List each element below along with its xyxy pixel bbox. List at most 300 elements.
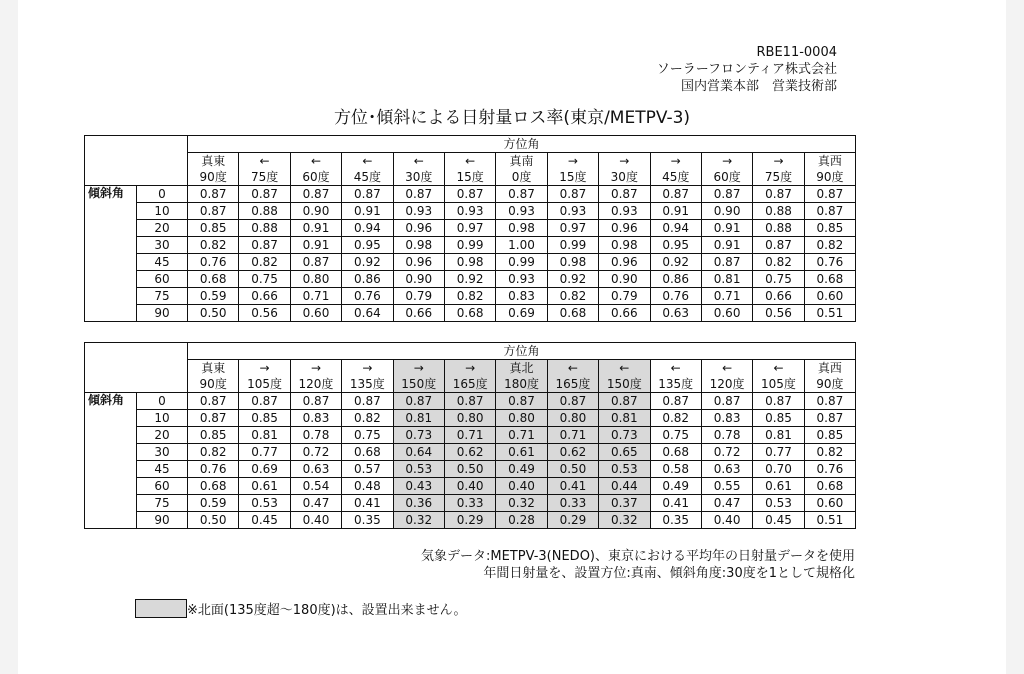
table-cell: 0.98 (393, 237, 444, 254)
column-angle: 90度 (188, 376, 239, 393)
table-cell: 0.87 (290, 393, 341, 410)
table-cell: 0.85 (188, 427, 239, 444)
table-cell: 0.85 (188, 220, 239, 237)
table-cell: 0.40 (290, 512, 341, 529)
table-cell: 0.98 (599, 237, 650, 254)
table-cell: 0.90 (393, 271, 444, 288)
column-direction: 真西 (804, 153, 855, 170)
column-direction: 真南 (496, 153, 547, 170)
table-header-row (85, 136, 856, 153)
column-angle: 105度 (753, 376, 804, 393)
table-cell: 0.78 (290, 427, 341, 444)
table-row (85, 410, 856, 427)
table-cell: 0.33 (547, 495, 598, 512)
table-cell: 0.50 (188, 512, 239, 529)
table-cell: 0.82 (239, 254, 290, 271)
column-direction: → (290, 360, 341, 377)
column-direction: → (444, 360, 495, 377)
table-cell: 0.68 (547, 305, 598, 322)
table-cell: 0.82 (188, 444, 239, 461)
table-cell: 0.97 (547, 220, 598, 237)
table-cell: 0.79 (599, 288, 650, 305)
tilt-value: 90 (137, 512, 188, 529)
company-name: ソーラーフロンティア株式会社 (656, 62, 837, 77)
table-cell: 0.35 (342, 512, 393, 529)
table-cell: 0.51 (804, 512, 855, 529)
table-cell: 0.88 (753, 203, 804, 220)
table-cell: 0.76 (804, 254, 855, 271)
table-cell: 0.80 (290, 271, 341, 288)
table-row (85, 444, 856, 461)
table-cell: 0.76 (342, 288, 393, 305)
table-cell: 0.87 (393, 393, 444, 410)
table-cell: 0.87 (188, 393, 239, 410)
table-cell: 0.87 (188, 186, 239, 203)
table-row (85, 254, 856, 271)
irradiance-table-north (84, 342, 856, 529)
table-cell: 0.75 (239, 271, 290, 288)
column-direction: ← (444, 153, 495, 170)
column-direction: → (650, 153, 701, 170)
tilt-value: 20 (137, 220, 188, 237)
document-id: RBE11-0004 (756, 45, 837, 60)
table-cell: 0.66 (239, 288, 290, 305)
tilt-value: 0 (137, 393, 188, 410)
table-cell: 0.56 (239, 305, 290, 322)
table-row (85, 271, 856, 288)
table-cell: 0.55 (701, 478, 752, 495)
table-cell: 0.87 (342, 393, 393, 410)
table-cell: 0.87 (804, 393, 855, 410)
table-row (85, 305, 856, 322)
column-direction: → (701, 153, 752, 170)
table-row (85, 512, 856, 529)
table-cell: 0.82 (650, 410, 701, 427)
table-cell: 0.76 (188, 461, 239, 478)
table-cell: 0.47 (701, 495, 752, 512)
table-cell: 0.68 (804, 271, 855, 288)
table-cell: 0.36 (393, 495, 444, 512)
table-cell: 0.72 (701, 444, 752, 461)
table-header-row (85, 169, 856, 186)
table-cell: 0.87 (650, 186, 701, 203)
table-cell: 0.88 (239, 220, 290, 237)
table-cell: 0.59 (188, 495, 239, 512)
table-cell: 0.82 (444, 288, 495, 305)
table-cell: 0.41 (547, 478, 598, 495)
table-cell: 0.76 (804, 461, 855, 478)
table-cell: 0.99 (547, 237, 598, 254)
tilt-value: 45 (137, 461, 188, 478)
table-cell: 0.83 (701, 410, 752, 427)
column-angle: 15度 (547, 169, 598, 186)
column-angle: 120度 (701, 376, 752, 393)
table-cell: 0.99 (496, 254, 547, 271)
page-title-wrap (18, 103, 1006, 128)
table-cell: 0.71 (496, 427, 547, 444)
table-cell: 0.50 (444, 461, 495, 478)
table-cell: 0.60 (804, 495, 855, 512)
table-cell: 0.87 (753, 393, 804, 410)
table-cell: 0.96 (599, 220, 650, 237)
document-header (657, 44, 837, 95)
table-cell: 0.61 (753, 478, 804, 495)
column-direction: ← (342, 153, 393, 170)
table-cell: 0.64 (342, 305, 393, 322)
column-direction: ← (599, 360, 650, 377)
table-cell: 0.87 (701, 254, 752, 271)
table-cell: 0.81 (753, 427, 804, 444)
table-cell: 0.87 (444, 186, 495, 203)
column-angle: 45度 (650, 169, 701, 186)
table-cell: 0.87 (496, 393, 547, 410)
column-angle: 30度 (393, 169, 444, 186)
table-cell: 0.43 (393, 478, 444, 495)
column-direction: ← (701, 360, 752, 377)
table-cell: 0.44 (599, 478, 650, 495)
table-row (85, 495, 856, 512)
table-cell: 0.83 (496, 288, 547, 305)
column-angle: 90度 (804, 376, 855, 393)
table-cell: 0.91 (290, 237, 341, 254)
table-cell: 0.87 (239, 237, 290, 254)
table-cell: 0.87 (239, 186, 290, 203)
column-direction: 真北 (496, 360, 547, 377)
table-row (85, 427, 856, 444)
table-cell: 0.32 (496, 495, 547, 512)
table-cell: 0.32 (393, 512, 444, 529)
column-direction: ← (239, 153, 290, 170)
column-angle: 105度 (239, 376, 290, 393)
table-cell: 0.87 (444, 393, 495, 410)
table-cell: 0.93 (444, 203, 495, 220)
tilt-value: 45 (137, 254, 188, 271)
table-cell: 0.85 (753, 410, 804, 427)
table-cell: 0.48 (342, 478, 393, 495)
table-cell: 0.72 (290, 444, 341, 461)
column-angle: 75度 (753, 169, 804, 186)
table-cell: 0.92 (547, 271, 598, 288)
table-cell: 0.73 (393, 427, 444, 444)
table-cell: 0.29 (547, 512, 598, 529)
table-cell: 0.93 (496, 203, 547, 220)
table-cell: 0.98 (444, 254, 495, 271)
table-cell: 0.93 (393, 203, 444, 220)
table-cell: 0.96 (599, 254, 650, 271)
table-cell: 0.75 (753, 271, 804, 288)
row-group-label: 傾斜角 (85, 186, 137, 322)
table-cell: 0.87 (753, 237, 804, 254)
table-header-row (85, 343, 856, 360)
table-cell: 0.87 (804, 203, 855, 220)
table-cell: 0.71 (444, 427, 495, 444)
page-title: 方位･傾斜による日射量ロス率(東京/METPV-3) (333, 108, 691, 128)
table-cell: 0.80 (547, 410, 598, 427)
table-row (85, 237, 856, 254)
table-cell: 0.87 (547, 186, 598, 203)
table-cell: 0.94 (650, 220, 701, 237)
table-cell: 0.95 (342, 237, 393, 254)
table-cell: 0.35 (650, 512, 701, 529)
column-angle: 135度 (650, 376, 701, 393)
table-cell: 0.82 (804, 237, 855, 254)
table-row (85, 288, 856, 305)
legend (135, 599, 466, 618)
tilt-value: 75 (137, 495, 188, 512)
table-cell: 0.93 (496, 271, 547, 288)
tilt-value: 75 (137, 288, 188, 305)
table-cell: 0.87 (290, 254, 341, 271)
table-cell: 0.53 (599, 461, 650, 478)
table-cell: 0.82 (188, 237, 239, 254)
table-cell: 0.96 (393, 220, 444, 237)
table-cell: 0.40 (444, 478, 495, 495)
tilt-value: 0 (137, 186, 188, 203)
table-cell: 0.66 (393, 305, 444, 322)
column-direction: ← (547, 360, 598, 377)
table-cell: 0.56 (753, 305, 804, 322)
table-cell: 0.45 (239, 512, 290, 529)
table-cell: 0.81 (599, 410, 650, 427)
table-cell: 0.68 (804, 478, 855, 495)
table-row (85, 461, 856, 478)
table-cell: 0.88 (239, 203, 290, 220)
table-cell: 0.40 (701, 512, 752, 529)
table-cell: 0.77 (239, 444, 290, 461)
column-angle: 0度 (496, 169, 547, 186)
table-cell: 0.81 (701, 271, 752, 288)
tilt-value: 10 (137, 410, 188, 427)
table-cell: 0.68 (342, 444, 393, 461)
tilt-value: 30 (137, 444, 188, 461)
table-cell: 0.29 (444, 512, 495, 529)
column-angle: 180度 (496, 376, 547, 393)
table-cell: 0.37 (599, 495, 650, 512)
table-cell: 0.85 (804, 220, 855, 237)
table-cell: 0.77 (753, 444, 804, 461)
table-cell: 0.71 (547, 427, 598, 444)
table-cell: 0.53 (393, 461, 444, 478)
tilt-value: 60 (137, 478, 188, 495)
corner-cell (85, 136, 188, 186)
table-cell: 0.91 (650, 203, 701, 220)
table-cell: 0.68 (650, 444, 701, 461)
table-cell: 0.66 (753, 288, 804, 305)
note-line-1: 気象データ:METPV-3(NEDO)、東京における平均年の日射量データを使用 (420, 549, 855, 564)
table-cell: 0.63 (650, 305, 701, 322)
table-cell: 0.82 (753, 254, 804, 271)
table-header-row (85, 153, 856, 170)
table-cell: 0.87 (188, 410, 239, 427)
table-cell: 0.68 (188, 271, 239, 288)
table-cell: 0.87 (188, 203, 239, 220)
column-angle: 165度 (547, 376, 598, 393)
table-cell: 0.81 (239, 427, 290, 444)
table-cell: 0.87 (804, 186, 855, 203)
table-cell: 0.53 (753, 495, 804, 512)
column-angle: 150度 (599, 376, 650, 393)
legend-text: ※北面(135度超～180度)は、設置出来ません。 (187, 603, 467, 618)
column-angle: 90度 (804, 169, 855, 186)
column-angle: 75度 (239, 169, 290, 186)
table-cell: 0.82 (804, 444, 855, 461)
table-cell: 0.91 (290, 220, 341, 237)
table-cell: 0.91 (701, 237, 752, 254)
table-cell: 0.69 (496, 305, 547, 322)
column-direction: → (547, 153, 598, 170)
table-row (85, 393, 856, 410)
irradiance-table-south (84, 135, 856, 322)
table-cell: 0.60 (290, 305, 341, 322)
table-cell: 0.71 (290, 288, 341, 305)
table-cell: 0.90 (599, 271, 650, 288)
table-cell: 0.76 (188, 254, 239, 271)
column-direction: ← (650, 360, 701, 377)
table-cell: 0.87 (804, 410, 855, 427)
note-line-2: 年間日射量を、設置方位:真南、傾斜角度:30度を1として規格化 (483, 566, 855, 581)
table-cell: 0.85 (804, 427, 855, 444)
table-cell: 0.80 (496, 410, 547, 427)
table-cell: 0.86 (650, 271, 701, 288)
table-cell: 0.76 (650, 288, 701, 305)
table-cell: 0.49 (650, 478, 701, 495)
table-cell: 0.88 (753, 220, 804, 237)
column-direction: ← (753, 360, 804, 377)
table-cell: 0.68 (188, 478, 239, 495)
table-row (85, 478, 856, 495)
table-cell: 0.87 (599, 393, 650, 410)
table-cell: 0.47 (290, 495, 341, 512)
table-cell: 0.93 (547, 203, 598, 220)
table-cell: 0.64 (393, 444, 444, 461)
table-cell: 0.75 (342, 427, 393, 444)
table-cell: 0.98 (547, 254, 598, 271)
table-cell: 0.87 (496, 186, 547, 203)
tilt-value: 10 (137, 203, 188, 220)
table-row (85, 203, 856, 220)
table-cell: 0.71 (701, 288, 752, 305)
tilt-value: 90 (137, 305, 188, 322)
table-cell: 0.95 (650, 237, 701, 254)
table-cell: 0.60 (701, 305, 752, 322)
column-angle: 150度 (393, 376, 444, 393)
table-cell: 0.45 (753, 512, 804, 529)
table-cell: 0.57 (342, 461, 393, 478)
table-cell: 0.87 (239, 393, 290, 410)
column-angle: 15度 (444, 169, 495, 186)
table-cell: 0.98 (496, 220, 547, 237)
document-page (18, 0, 1006, 674)
table-cell: 0.86 (342, 271, 393, 288)
table-cell: 0.32 (599, 512, 650, 529)
table-cell: 0.91 (701, 220, 752, 237)
table-cell: 0.63 (701, 461, 752, 478)
table-cell: 0.82 (547, 288, 598, 305)
table-cell: 0.94 (342, 220, 393, 237)
column-direction: 真東 (188, 153, 239, 170)
table-cell: 0.75 (650, 427, 701, 444)
table-cell: 0.50 (547, 461, 598, 478)
tilt-value: 60 (137, 271, 188, 288)
shading-swatch (135, 599, 187, 618)
table-cell: 0.87 (650, 393, 701, 410)
column-angle: 90度 (188, 169, 239, 186)
table-cell: 0.85 (239, 410, 290, 427)
table-cell: 0.60 (804, 288, 855, 305)
table-cell: 0.80 (444, 410, 495, 427)
table-cell: 0.33 (444, 495, 495, 512)
table-cell: 0.90 (290, 203, 341, 220)
table-cell: 0.99 (444, 237, 495, 254)
table-row (85, 186, 856, 203)
table-cell: 0.96 (393, 254, 444, 271)
corner-cell (85, 343, 188, 393)
table-cell: 0.87 (342, 186, 393, 203)
table-cell: 0.61 (496, 444, 547, 461)
table-cell: 0.62 (547, 444, 598, 461)
table-cell: 0.50 (188, 305, 239, 322)
table-cell: 0.41 (650, 495, 701, 512)
column-direction: → (599, 153, 650, 170)
table-cell: 0.63 (290, 461, 341, 478)
tilt-value: 30 (137, 237, 188, 254)
table-cell: 0.51 (804, 305, 855, 322)
table-cell: 0.87 (547, 393, 598, 410)
table-cell: 0.78 (701, 427, 752, 444)
table-cell: 0.93 (599, 203, 650, 220)
table-cell: 0.65 (599, 444, 650, 461)
column-angle: 45度 (342, 169, 393, 186)
table-cell: 0.83 (290, 410, 341, 427)
column-angle: 60度 (290, 169, 341, 186)
table-cell: 1.00 (496, 237, 547, 254)
table-cell: 0.61 (239, 478, 290, 495)
column-direction: ← (290, 153, 341, 170)
tilt-value: 20 (137, 427, 188, 444)
table-cell: 0.62 (444, 444, 495, 461)
column-direction: → (393, 360, 444, 377)
department-name: 国内営業本部 営業技術部 (680, 79, 837, 94)
table-row (85, 220, 856, 237)
table-cell: 0.92 (650, 254, 701, 271)
column-angle: 165度 (444, 376, 495, 393)
table-cell: 0.87 (290, 186, 341, 203)
table-cell: 0.49 (496, 461, 547, 478)
table-header-row (85, 376, 856, 393)
table-cell: 0.53 (239, 495, 290, 512)
column-angle: 30度 (599, 169, 650, 186)
table-cell: 0.40 (496, 478, 547, 495)
table-cell: 0.92 (444, 271, 495, 288)
row-group-label: 傾斜角 (85, 393, 137, 529)
table-cell: 0.54 (290, 478, 341, 495)
table-cell: 0.41 (342, 495, 393, 512)
table-cell: 0.91 (342, 203, 393, 220)
table-cell: 0.87 (753, 186, 804, 203)
table-cell: 0.66 (599, 305, 650, 322)
column-direction: 真東 (188, 360, 239, 377)
column-direction: → (239, 360, 290, 377)
column-angle: 120度 (290, 376, 341, 393)
table-cell: 0.87 (701, 393, 752, 410)
group-header: 方位角 (188, 136, 856, 153)
table-cell: 0.87 (393, 186, 444, 203)
notes-block (421, 548, 855, 582)
table-cell: 0.58 (650, 461, 701, 478)
group-header: 方位角 (188, 343, 856, 360)
table-cell: 0.87 (701, 186, 752, 203)
column-direction: → (753, 153, 804, 170)
